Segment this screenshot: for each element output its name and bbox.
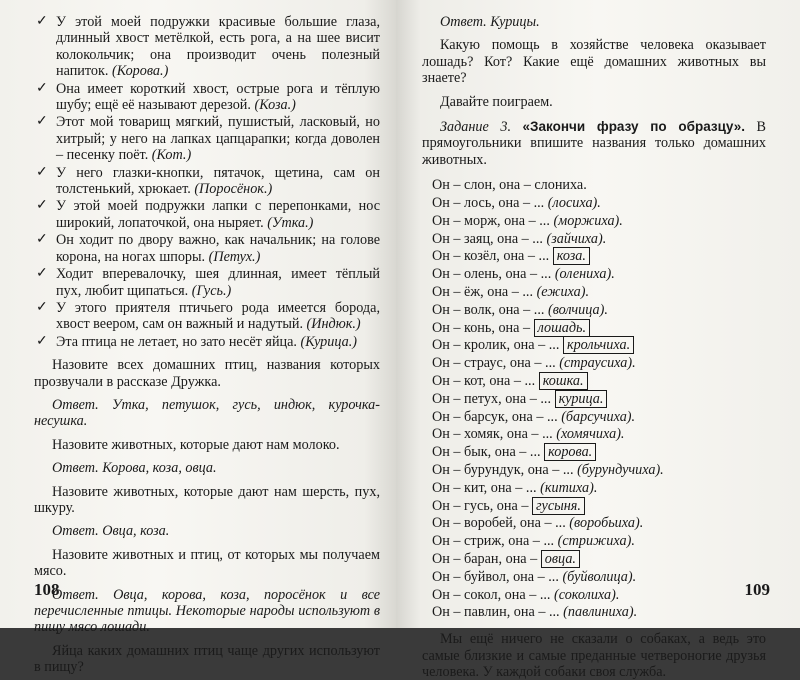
row-answer: (китиха). [540, 479, 598, 496]
row-prompt: Он – кит, она – ... [432, 479, 541, 496]
question-5: Яйца каких домашних птиц чаще других используют в пищу? [34, 642, 380, 676]
question-1: Назовите всех домашних птиц, названия которых прозвучали в рассказе Дружка. [34, 357, 380, 390]
row-prompt: Он – барсук, она – ... [432, 408, 562, 425]
answer-4: Ответ. Овца, корова, коза, поросёнок и все перечисленные птицы. Некоторые народы используют в пищу мясо лошади. [34, 586, 380, 636]
row-answer: (бурундучиха). [577, 462, 664, 478]
exercise-row [432, 337, 766, 355]
row-prompt: Он – кролик, она – ... [432, 337, 563, 354]
row-answer: (воробьиха). [569, 515, 644, 532]
riddle-item [34, 266, 380, 299]
riddle-text: У этой моей подружки красивые большие глаза, длинный хвост метёлкой, есть рога, а на шее висит колокольчик; она производит очень полезный напиток. [56, 14, 380, 80]
answer-3: Ответ. Овца, коза. [52, 523, 170, 540]
row-prompt: Он – олень, она – ... [432, 266, 555, 283]
row-prompt: Он – петух, она – ... [432, 390, 555, 407]
check-icon: ✓ [36, 232, 48, 248]
exercise-row [432, 409, 766, 427]
exercise-row [432, 462, 766, 480]
riddle-item [34, 81, 380, 114]
check-icon: ✓ [36, 333, 48, 349]
exercise-row [432, 355, 766, 373]
riddle-text: У этой моей подружки лапки с перепонками, нос широкий, лопаточкой, она ныряет. [56, 198, 380, 231]
riddle-item [34, 334, 380, 350]
riddle-text: Ходит вперевалочку, шея длинная, имеет тёплый пух, любит щипаться. [56, 266, 380, 299]
row-prompt: Он – конь, она – [432, 319, 534, 336]
exercise-row [432, 195, 766, 213]
row-answer: (ежиха). [536, 284, 590, 301]
row-answer: (буйволица). [562, 568, 637, 585]
exercise-row [432, 231, 766, 249]
row-prompt: Он – хомяк, она – ... [432, 426, 557, 443]
riddle-text: У него глазки-кнопки, пятачок, щетина, сам он толстенький, хрюкает. [56, 164, 380, 198]
page-number-right: 109 [744, 580, 770, 599]
riddle-answer: (Индюк.) [306, 316, 361, 333]
check-icon: ✓ [36, 164, 48, 180]
row-answer: (моржиха). [553, 212, 623, 229]
task-label: Задание 3. [440, 119, 511, 136]
answer-box: корова. [544, 443, 596, 461]
answer-box: кошка. [539, 372, 588, 390]
exercise-row [432, 604, 766, 622]
riddle-item [34, 300, 380, 333]
riddle-text: Она имеет короткий хвост, острые рога и тёплую шубу; ещё её называют дерезой. [56, 80, 380, 114]
left-page [0, 0, 396, 676]
answer-box: крольчиха. [563, 336, 634, 354]
riddle-answer: (Гусь.) [191, 282, 232, 299]
riddle-answer: (Коза.) [254, 97, 296, 114]
riddle-answer: (Курица.) [300, 333, 357, 350]
check-icon: ✓ [36, 14, 48, 29]
riddle-item [34, 232, 380, 265]
row-prompt: Он – заяц, она – ... [432, 230, 547, 247]
row-prompt: Он – буйвол, она – ... [432, 568, 563, 585]
riddle-text: Он ходит по двору важно, как начальник; на голове корона, на ногах шпоры. [56, 232, 380, 265]
exercise-row [432, 213, 766, 231]
row-prompt: Он – морж, она – ... [432, 212, 554, 229]
answer-box: гусыня. [532, 497, 585, 515]
row-prompt: Он – воробей, она – ... [432, 515, 570, 532]
row-prompt: Он – стриж, она – ... [432, 533, 558, 550]
answer-box: коза. [553, 247, 590, 265]
row-prompt: Он – баран, она – [432, 550, 541, 567]
row-prompt: Он – павлин, она – ... [432, 604, 564, 621]
riddle-answer: (Утка.) [267, 214, 314, 231]
row-prompt: Он – лось, она – ... [432, 195, 548, 212]
exercise-row [432, 551, 766, 569]
exercise-row [432, 444, 766, 462]
task-name: «Закончи фразу по образцу». [522, 119, 745, 135]
row-prompt: Он – сокол, она – ... [432, 586, 555, 603]
check-icon: ✓ [36, 198, 48, 214]
check-icon: ✓ [36, 114, 48, 130]
check-icon: ✓ [36, 299, 48, 315]
row-answer: (барсучиха). [561, 408, 636, 425]
exercise-row [432, 587, 766, 605]
question-3: Назовите животных, которые дают нам шерсть, пух, шкуру. [34, 483, 380, 516]
row-prompt: Он – ёж, она – ... [432, 284, 537, 301]
riddle-item [34, 14, 380, 80]
riddle-item [34, 165, 380, 198]
row-prompt: Он – кот, она – ... [432, 373, 539, 390]
riddle-answer: (Кот.) [151, 147, 192, 164]
row-prompt: Он – волк, она – ... [432, 301, 548, 318]
exercise-row [432, 320, 766, 338]
riddle-text: У этого приятеля птичьего рода имеется борода, хвост веером, сам он важный и надутый. [56, 299, 380, 333]
riddle-answer: (Корова.) [111, 63, 169, 80]
riddle-answer: (Поросёнок.) [194, 181, 273, 198]
exercise-rows [422, 177, 766, 622]
row-prompt: Он – козёл, она – ... [432, 248, 553, 265]
page-number-left: 108 [34, 580, 60, 599]
answer-box: курица. [555, 390, 608, 408]
row-prompt: Он – слон, она – [432, 177, 535, 194]
exercise-row [432, 498, 766, 516]
row-prompt: Он – гусь, она – [432, 497, 532, 514]
exercise-row [432, 248, 766, 266]
row-answer: (стрижиха). [557, 533, 635, 550]
right-page [396, 0, 800, 680]
riddle-item [34, 114, 380, 163]
row-answer: (страусиха). [559, 355, 636, 372]
riddle-text: Этот мой товарищ мягкий, пушистый, ласковый, но хитрый; у него на лапках цапцарапки; когда доволен – песенку поёт. [56, 114, 380, 164]
answer-top: Ответ. Курицы. [440, 14, 540, 30]
exercise-row [432, 515, 766, 533]
check-icon: ✓ [36, 266, 48, 282]
answer-2: Ответ. Корова, коза, овца. [52, 460, 217, 477]
task-3 [422, 119, 766, 168]
task-text: В прямоугольники впишите названия только домашних животных. [422, 119, 767, 168]
closing-paragraph: Мы ещё ничего не сказали о собаках, а ведь это самые близкие и самые преданные четвероногие друзья человека. У каждой собаки своя служба. [422, 631, 766, 680]
exercise-row [432, 569, 766, 587]
row-answer: слониха. [534, 177, 587, 194]
riddle-text: Эта птица не летает, но зато несёт яйца. [56, 333, 297, 350]
exercise-row [432, 302, 766, 320]
answer-1: Ответ. Утка, петушок, гусь, индюк, курочка-несушка. [34, 396, 380, 430]
row-answer: (волчица). [547, 301, 608, 318]
answer-box: овца. [541, 550, 580, 568]
row-prompt: Он – бурундук, она – ... [432, 462, 578, 478]
answer-box: лошадь. [534, 319, 590, 337]
riddle-list [34, 14, 380, 350]
riddle-item [34, 198, 380, 231]
exercise-row [432, 480, 766, 498]
exercise-row [432, 533, 766, 551]
row-answer: (павлиниха). [563, 604, 638, 621]
check-icon: ✓ [36, 80, 48, 96]
row-prompt: Он – бык, она – ... [432, 444, 545, 461]
question-2: Назовите животных, которые дают нам молоко. [52, 436, 340, 453]
row-answer: (зайчиха). [546, 230, 607, 247]
exercise-row [432, 177, 766, 195]
row-answer: (лосиха). [547, 195, 601, 212]
exercise-row [432, 266, 766, 284]
row-answer: (хомячиха). [556, 426, 625, 443]
question-top: Какую помощь в хозяйстве человека оказывает лошадь? Кот? Какие ещё домашних животных вы знаете? [422, 37, 766, 87]
exercise-row [432, 426, 766, 444]
play-line: Давайте поиграем. [440, 93, 553, 110]
question-4: Назовите животных и птиц, от которых мы получаем мясо. [34, 546, 380, 580]
exercise-row [432, 284, 766, 302]
exercise-row [432, 391, 766, 409]
row-prompt: Он – страус, она – ... [432, 355, 560, 372]
exercise-row [432, 373, 766, 391]
row-answer: (соколиха). [554, 586, 620, 603]
riddle-answer: (Петух.) [208, 248, 261, 265]
row-answer: (олениха). [554, 266, 615, 283]
